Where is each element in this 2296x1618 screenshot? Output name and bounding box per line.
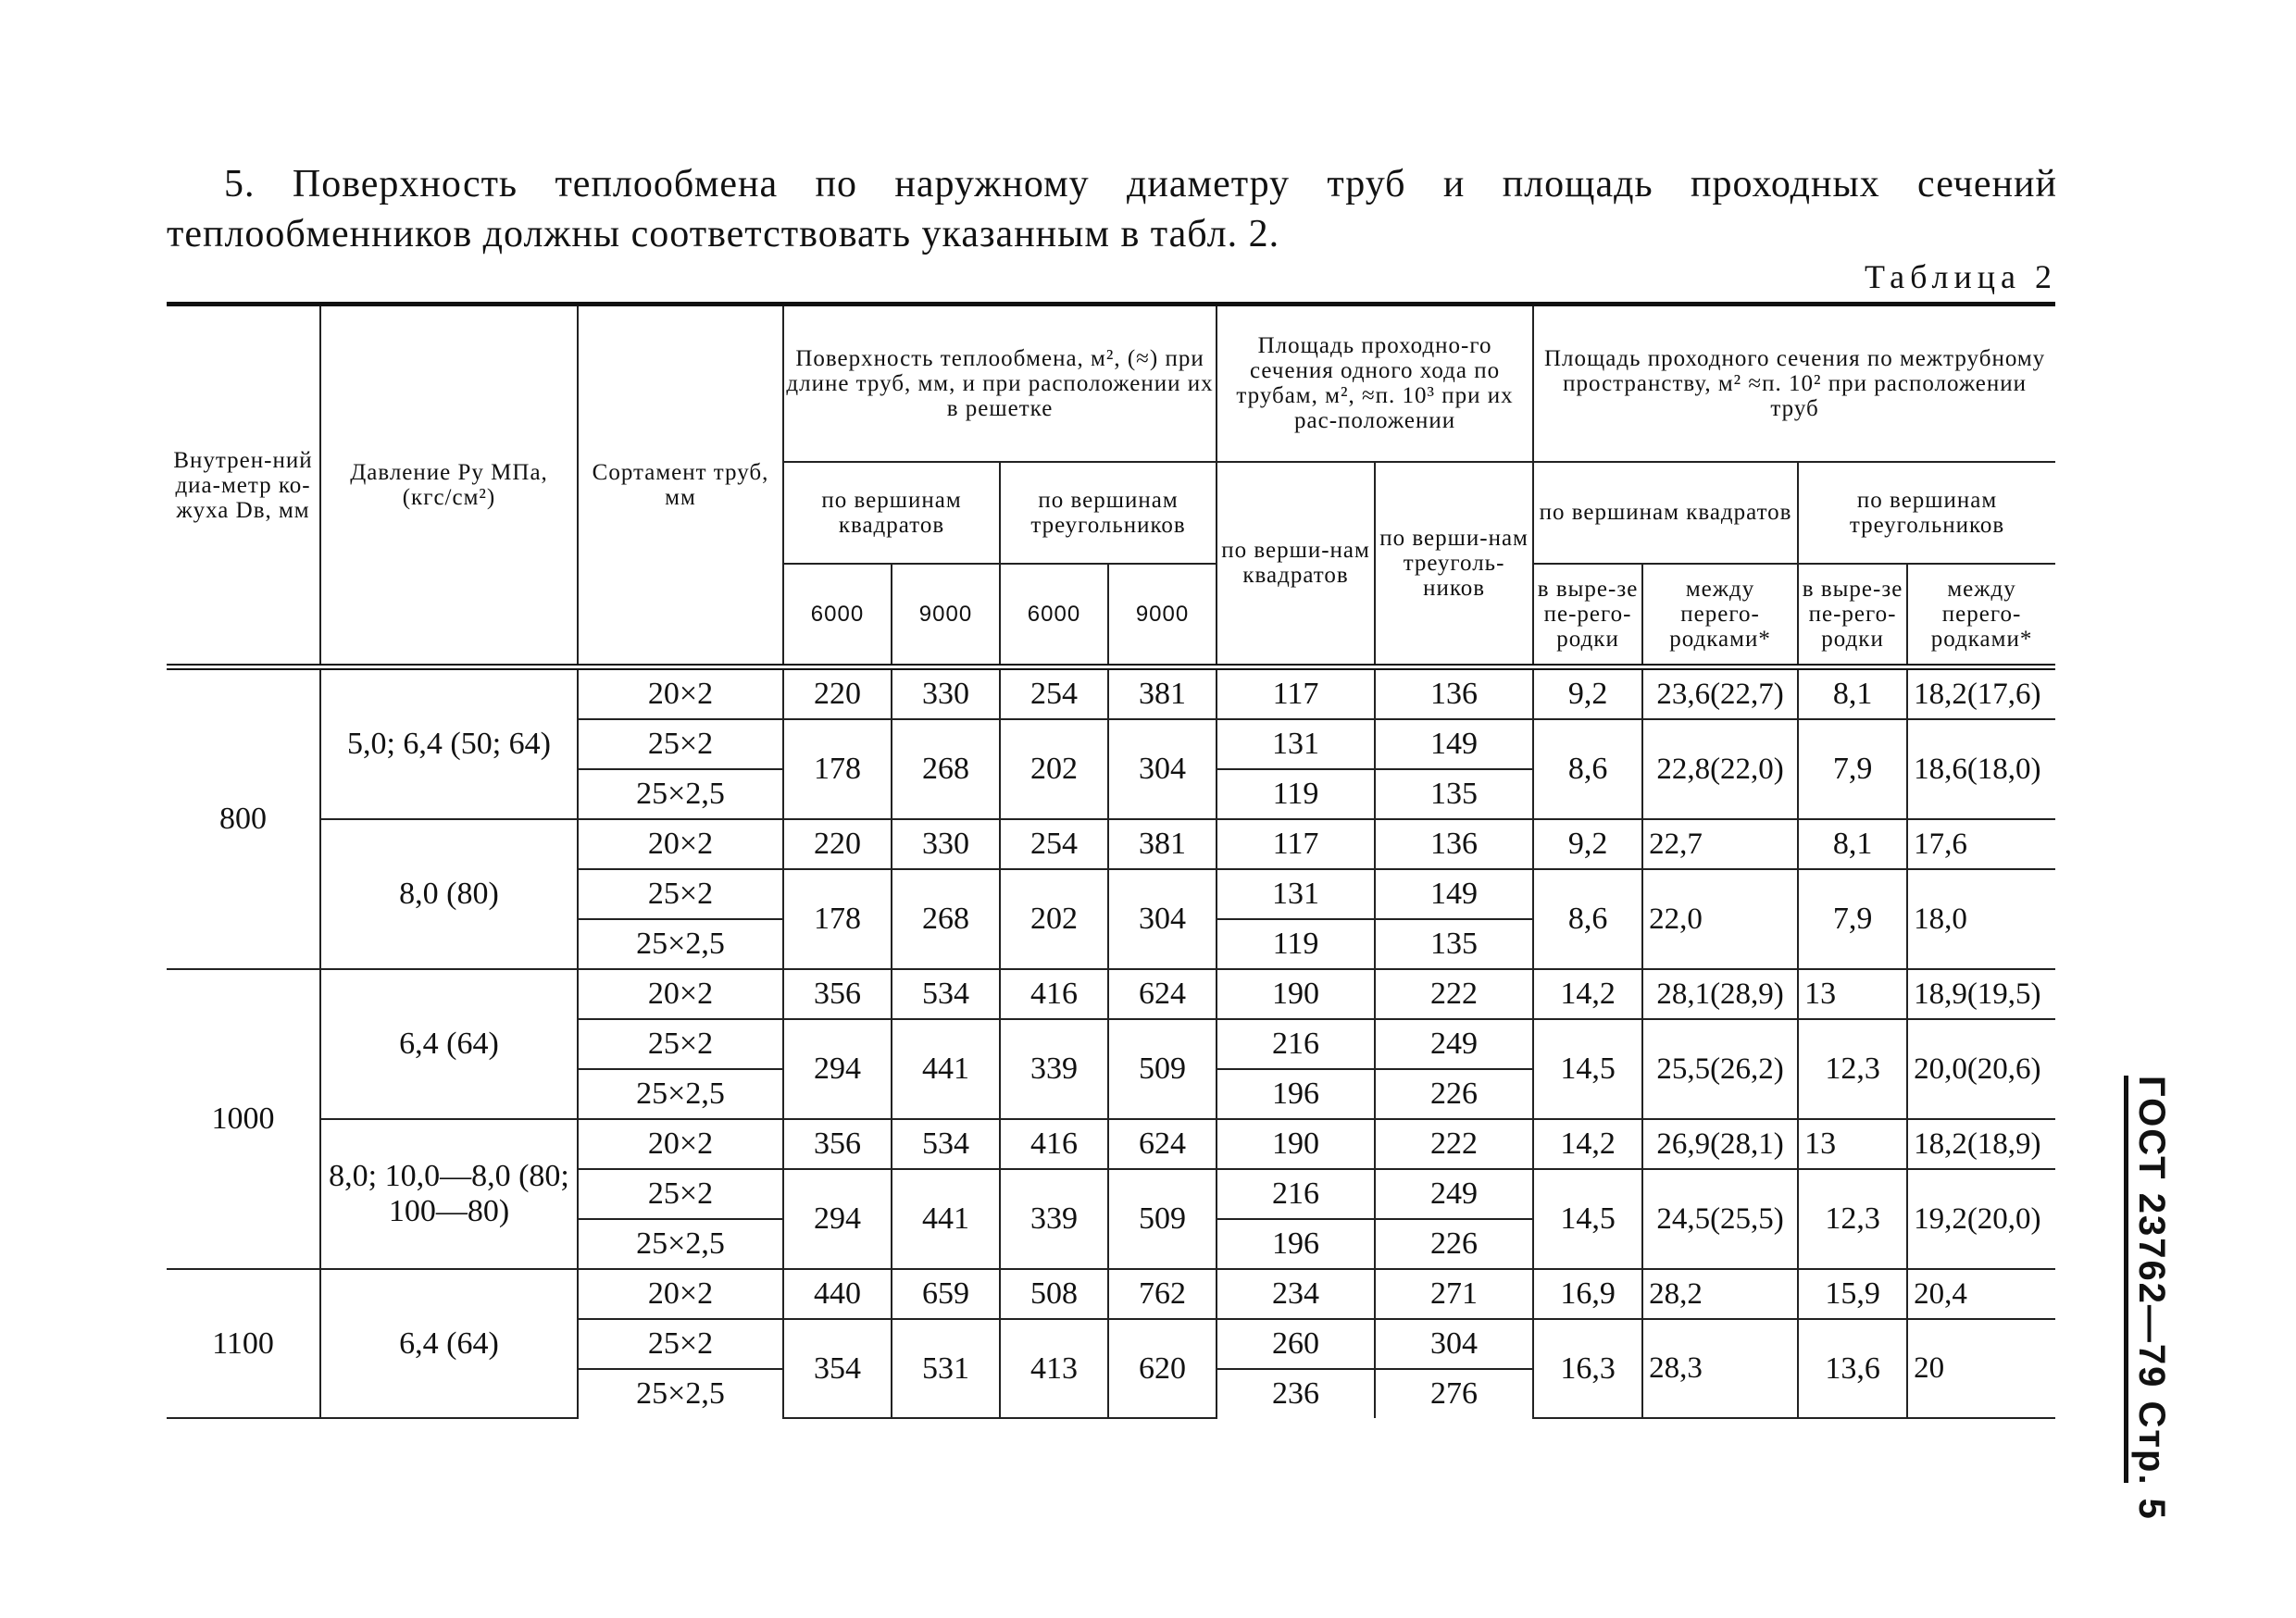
pressure-cell: 6,4 (64) xyxy=(320,1269,578,1418)
header-tube-squares: по верши-нам квадратов xyxy=(1217,462,1375,667)
header-shell-triangles: по вершинам треугольников xyxy=(1798,462,2055,564)
tube-cell: 25×2,5 xyxy=(578,919,783,969)
header-length-6000: 6000 xyxy=(783,564,892,667)
value-cell: 8,6 xyxy=(1533,869,1642,969)
header-between: между перего-родками* xyxy=(1642,564,1798,667)
table-row xyxy=(167,819,2055,869)
value-cell: 509 xyxy=(1108,1019,1217,1119)
value-cell: 196 xyxy=(1217,1219,1375,1269)
intro-line-1: 5. Поверхность теплообмена по наружному диаметру труб и площадь проходных сечений xyxy=(224,163,2057,205)
side-rule xyxy=(2124,1076,2128,1483)
tube-cell: 25×2,5 xyxy=(578,1369,783,1418)
value-cell: 339 xyxy=(1000,1169,1108,1269)
value-cell: 22,8(22,0) xyxy=(1642,719,1798,819)
value-cell: 268 xyxy=(892,869,1000,969)
value-cell: 149 xyxy=(1375,719,1533,769)
value-cell: 413 xyxy=(1000,1319,1108,1418)
table-row xyxy=(167,1119,2055,1169)
header-length-6000: 6000 xyxy=(1000,564,1108,667)
value-cell: 356 xyxy=(783,1119,892,1169)
value-cell: 356 xyxy=(783,969,892,1019)
value-cell: 220 xyxy=(783,819,892,869)
value-cell: 16,9 xyxy=(1533,1269,1642,1319)
value-cell: 14,2 xyxy=(1533,969,1642,1019)
value-cell: 762 xyxy=(1108,1269,1217,1319)
value-cell: 8,1 xyxy=(1798,667,1907,720)
value-cell: 441 xyxy=(892,1019,1000,1119)
table-2 xyxy=(167,302,2055,1419)
value-cell: 236 xyxy=(1217,1369,1375,1418)
value-cell: 20 xyxy=(1907,1319,2055,1418)
value-cell: 381 xyxy=(1108,819,1217,869)
value-cell: 178 xyxy=(783,719,892,819)
value-cell: 304 xyxy=(1375,1319,1533,1369)
value-cell: 136 xyxy=(1375,819,1533,869)
value-cell: 354 xyxy=(783,1319,892,1418)
value-cell: 28,1(28,9) xyxy=(1642,969,1798,1019)
value-cell: 17,6 xyxy=(1907,819,2055,869)
value-cell: 7,9 xyxy=(1798,869,1907,969)
value-cell: 24,5(25,5) xyxy=(1642,1169,1798,1269)
value-cell: 7,9 xyxy=(1798,719,1907,819)
value-cell: 14,5 xyxy=(1533,1169,1642,1269)
table-row xyxy=(167,667,2055,720)
value-cell: 20,0(20,6) xyxy=(1907,1019,2055,1119)
header-tube-triangles: по верши-нам треуголь-ников xyxy=(1375,462,1533,667)
value-cell: 268 xyxy=(892,719,1000,819)
tube-cell: 25×2 xyxy=(578,719,783,769)
value-cell: 620 xyxy=(1108,1319,1217,1418)
pressure-cell: 6,4 (64) xyxy=(320,969,578,1119)
value-cell: 18,9(19,5) xyxy=(1907,969,2055,1019)
header-pressure: Давление Pу МПа, (кгс/см²) xyxy=(320,305,578,667)
value-cell: 249 xyxy=(1375,1169,1533,1219)
value-cell: 22,7 xyxy=(1642,819,1798,869)
value-cell: 508 xyxy=(1000,1269,1108,1319)
value-cell: 149 xyxy=(1375,869,1533,919)
value-cell: 509 xyxy=(1108,1169,1217,1269)
value-cell: 216 xyxy=(1217,1019,1375,1069)
value-cell: 196 xyxy=(1217,1069,1375,1119)
pressure-cell: 8,0 (80) xyxy=(320,819,578,969)
diameter-cell: 1000 xyxy=(167,969,320,1269)
header-between: между перего-родками* xyxy=(1907,564,2055,667)
value-cell: 131 xyxy=(1217,719,1375,769)
value-cell: 26,9(28,1) xyxy=(1642,1119,1798,1169)
value-cell: 8,6 xyxy=(1533,719,1642,819)
value-cell: 330 xyxy=(892,667,1000,720)
header-surface-triangles: по вершинам треугольников xyxy=(1000,462,1217,564)
tube-cell: 20×2 xyxy=(578,1119,783,1169)
tube-cell: 25×2,5 xyxy=(578,1069,783,1119)
value-cell: 202 xyxy=(1000,719,1108,819)
value-cell: 16,3 xyxy=(1533,1319,1642,1418)
value-cell: 117 xyxy=(1217,819,1375,869)
value-cell: 381 xyxy=(1108,667,1217,720)
value-cell: 416 xyxy=(1000,969,1108,1019)
value-cell: 304 xyxy=(1108,869,1217,969)
value-cell: 534 xyxy=(892,969,1000,1019)
header-cutout: в выре-зе пе-рего-родки xyxy=(1533,564,1642,667)
value-cell: 416 xyxy=(1000,1119,1108,1169)
value-cell: 226 xyxy=(1375,1219,1533,1269)
value-cell: 119 xyxy=(1217,769,1375,819)
value-cell: 330 xyxy=(892,819,1000,869)
header-surface-squares: по вершинам квадратов xyxy=(783,462,1000,564)
header-diameter: Внутрен-ний диа-метр ко-жуха Dв, мм xyxy=(167,305,320,667)
tube-cell: 20×2 xyxy=(578,819,783,869)
value-cell: 13 xyxy=(1798,969,1907,1019)
diameter-cell: 800 xyxy=(167,667,320,970)
intro-paragraph xyxy=(167,159,2057,259)
value-cell: 22,0 xyxy=(1642,869,1798,969)
value-cell: 13 xyxy=(1798,1119,1907,1169)
value-cell: 131 xyxy=(1217,869,1375,919)
header-cutout: в выре-зе пе-рего-родки xyxy=(1798,564,1907,667)
value-cell: 8,1 xyxy=(1798,819,1907,869)
value-cell: 28,3 xyxy=(1642,1319,1798,1418)
pressure-cell: 5,0; 6,4 (50; 64) xyxy=(320,667,578,820)
tube-cell: 25×2 xyxy=(578,1319,783,1369)
tube-cell: 25×2,5 xyxy=(578,769,783,819)
tube-cell: 25×2 xyxy=(578,1019,783,1069)
tube-cell: 20×2 xyxy=(578,667,783,720)
value-cell: 304 xyxy=(1108,719,1217,819)
value-cell: 9,2 xyxy=(1533,819,1642,869)
value-cell: 20,4 xyxy=(1907,1269,2055,1319)
value-cell: 271 xyxy=(1375,1269,1533,1319)
value-cell: 441 xyxy=(892,1169,1000,1269)
value-cell: 136 xyxy=(1375,667,1533,720)
table-row xyxy=(167,969,2055,1019)
value-cell: 18,2(17,6) xyxy=(1907,667,2055,720)
value-cell: 531 xyxy=(892,1319,1000,1418)
value-cell: 25,5(26,2) xyxy=(1642,1019,1798,1119)
value-cell: 14,5 xyxy=(1533,1019,1642,1119)
value-cell: 294 xyxy=(783,1019,892,1119)
table-header xyxy=(167,305,2055,667)
value-cell: 249 xyxy=(1375,1019,1533,1069)
value-cell: 28,2 xyxy=(1642,1269,1798,1319)
value-cell: 222 xyxy=(1375,1119,1533,1169)
value-cell: 9,2 xyxy=(1533,667,1642,720)
value-cell: 135 xyxy=(1375,919,1533,969)
value-cell: 260 xyxy=(1217,1319,1375,1369)
value-cell: 117 xyxy=(1217,667,1375,720)
value-cell: 12,3 xyxy=(1798,1019,1907,1119)
value-cell: 202 xyxy=(1000,869,1108,969)
tube-cell: 25×2,5 xyxy=(578,1219,783,1269)
value-cell: 13,6 xyxy=(1798,1319,1907,1418)
header-surface: Поверхность теплообмена, м², (≈) при длине труб, мм, и при расположении их в решетке xyxy=(783,305,1217,462)
header-assortment: Сортамент труб, мм xyxy=(578,305,783,667)
value-cell: 254 xyxy=(1000,819,1108,869)
tube-cell: 25×2 xyxy=(578,869,783,919)
value-cell: 18,0 xyxy=(1907,869,2055,969)
value-cell: 234 xyxy=(1217,1269,1375,1319)
value-cell: 216 xyxy=(1217,1169,1375,1219)
value-cell: 190 xyxy=(1217,1119,1375,1169)
pressure-cell: 8,0; 10,0—8,0 (80; 100—80) xyxy=(320,1119,578,1269)
value-cell: 190 xyxy=(1217,969,1375,1019)
value-cell: 276 xyxy=(1375,1369,1533,1418)
value-cell: 119 xyxy=(1217,919,1375,969)
value-cell: 624 xyxy=(1108,969,1217,1019)
value-cell: 222 xyxy=(1375,969,1533,1019)
header-shell-squares: по вершинам квадратов xyxy=(1533,462,1798,564)
tube-cell: 20×2 xyxy=(578,969,783,1019)
value-cell: 659 xyxy=(892,1269,1000,1319)
page-side-label xyxy=(2124,1076,2179,1521)
value-cell: 18,2(18,9) xyxy=(1907,1119,2055,1169)
tube-cell: 20×2 xyxy=(578,1269,783,1319)
value-cell: 220 xyxy=(783,667,892,720)
header-shell-area: Площадь проходного сечения по межтрубному пространству, м² ≈п. 10² при расположении труб xyxy=(1533,305,2055,462)
value-cell: 440 xyxy=(783,1269,892,1319)
header-length-9000: 9000 xyxy=(1108,564,1217,667)
gost-page-label: ГОСТ 23762—79 Стр. 5 xyxy=(2131,1076,2172,1521)
table-body xyxy=(167,667,2055,1419)
value-cell: 12,3 xyxy=(1798,1169,1907,1269)
header-length-9000: 9000 xyxy=(892,564,1000,667)
value-cell: 23,6(22,7) xyxy=(1642,667,1798,720)
table-row xyxy=(167,1269,2055,1319)
value-cell: 19,2(20,0) xyxy=(1907,1169,2055,1269)
value-cell: 18,6(18,0) xyxy=(1907,719,2055,819)
value-cell: 339 xyxy=(1000,1019,1108,1119)
value-cell: 624 xyxy=(1108,1119,1217,1169)
value-cell: 135 xyxy=(1375,769,1533,819)
intro-line-2: теплообменников должны соответствовать указанным в табл. 2. xyxy=(167,213,1280,255)
value-cell: 534 xyxy=(892,1119,1000,1169)
header-tube-area: Площадь проходно-го сечения одного хода по трубам, м², ≈п. 10³ при их рас-положении xyxy=(1217,305,1533,462)
value-cell: 254 xyxy=(1000,667,1108,720)
table-caption: Таблица 2 xyxy=(1865,258,2057,295)
value-cell: 14,2 xyxy=(1533,1119,1642,1169)
tube-cell: 25×2 xyxy=(578,1169,783,1219)
value-cell: 178 xyxy=(783,869,892,969)
value-cell: 294 xyxy=(783,1169,892,1269)
value-cell: 15,9 xyxy=(1798,1269,1907,1319)
diameter-cell: 1100 xyxy=(167,1269,320,1418)
value-cell: 226 xyxy=(1375,1069,1533,1119)
